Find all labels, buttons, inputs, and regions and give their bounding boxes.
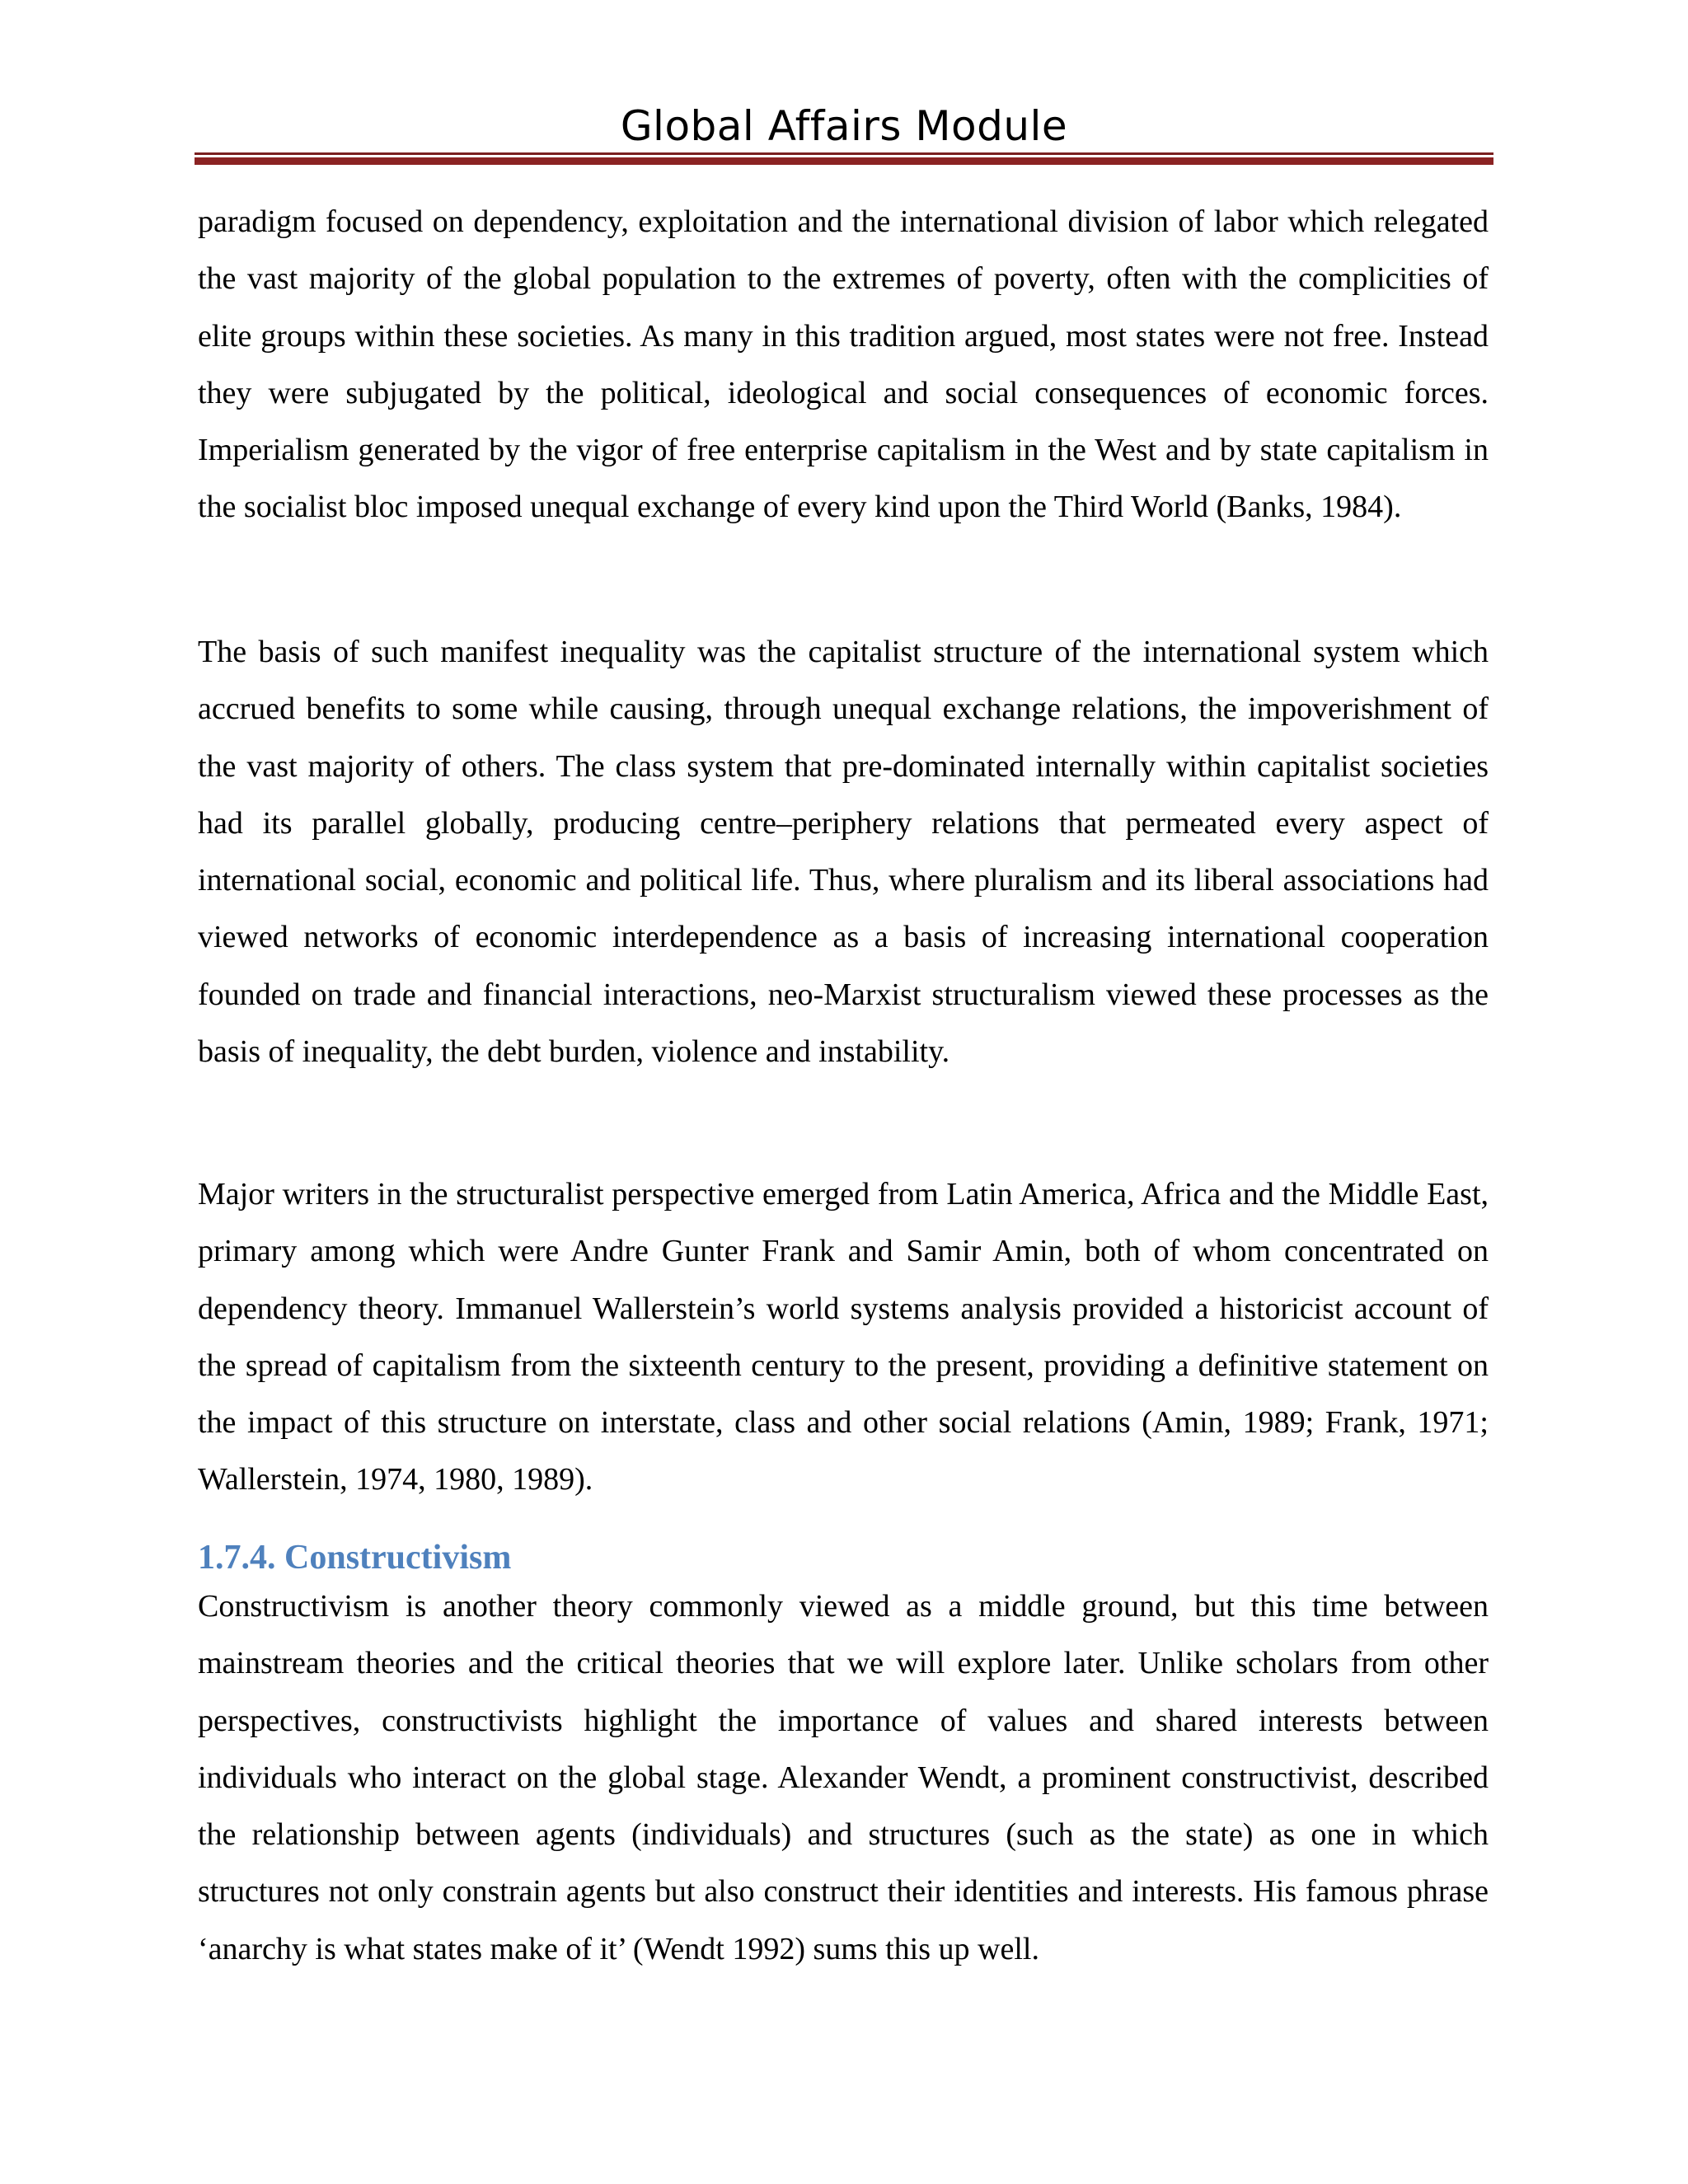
header-rule-thin bbox=[195, 152, 1493, 155]
paragraph-constructivism: Constructivism is another theory commonly viewed as a middle ground, but this time between mainstream theories and the critical theories that we will explore later. Unlike scholars from other perspectives, constructivists highlight the importance of values and shared interests between individuals who interact on the global stage. Alexander Wendt, a prominent constructivist, described the relationship between agents (individuals) and structures (such as the state) as one in which structures not only constrain agents but also construct their identities and interests. His famous phrase ‘anarchy is what states make of it’ (Wendt 1992) sums this up well. bbox=[198, 1589, 1489, 1966]
paragraph-structuralist-writers: Major writers in the structuralist perspective emerged from Latin America, Africa and the Middle East, primary among which were Andre Gunter Frank and Samir Amin, both of whom concentrated on dependency theory. Immanuel Wallerstein’s world systems analysis provided a historicist account of the spread of capitalism from the sixteenth century to the present, providing a definitive statement on the impact of this structure on interstate, class and other social relations (Amin, 1989; Frank, 1971; Wallerstein, 1974, 1980, 1989). bbox=[198, 1177, 1489, 1497]
paragraph-inequality: The basis of such manifest inequality was the capitalist structure of the international system which accrued benefits to some while causing, through unequal exchange relations, the impoverishment of the vast majority of others. The class system that pre-dominated internally within capitalist societies had its parallel globally, producing centre–periphery relations that permeated every aspect of international social, economic and political life. Thus, where pluralism and its liberal associations had viewed networks of economic interdependence as a basis of increasing international cooperation founded on trade and financial interactions, neo-Marxist structuralism viewed these processes as the basis of inequality, the debt burden, violence and instability. bbox=[198, 635, 1489, 1070]
section-heading-constructivism: 1.7.4. Constructivism bbox=[198, 1539, 512, 1577]
header-rule-thick bbox=[195, 157, 1493, 165]
page-header-title: Global Affairs Module bbox=[620, 102, 1068, 150]
paragraph-dependency: paradigm focused on dependency, exploitation and the international division of labor which relegated the vast majority of the global population to the extremes of poverty, often with the complicities of elite groups within these societies. As many in this tradition argued, most states were not free. Instead they were subjugated by the political, ideological and social consequences of economic forces. Imperialism generated by the vigor of free enterprise capitalism in the West and by state capitalism in the socialist bloc imposed unequal exchange of every kind upon the Third World (Banks, 1984). bbox=[198, 204, 1489, 525]
